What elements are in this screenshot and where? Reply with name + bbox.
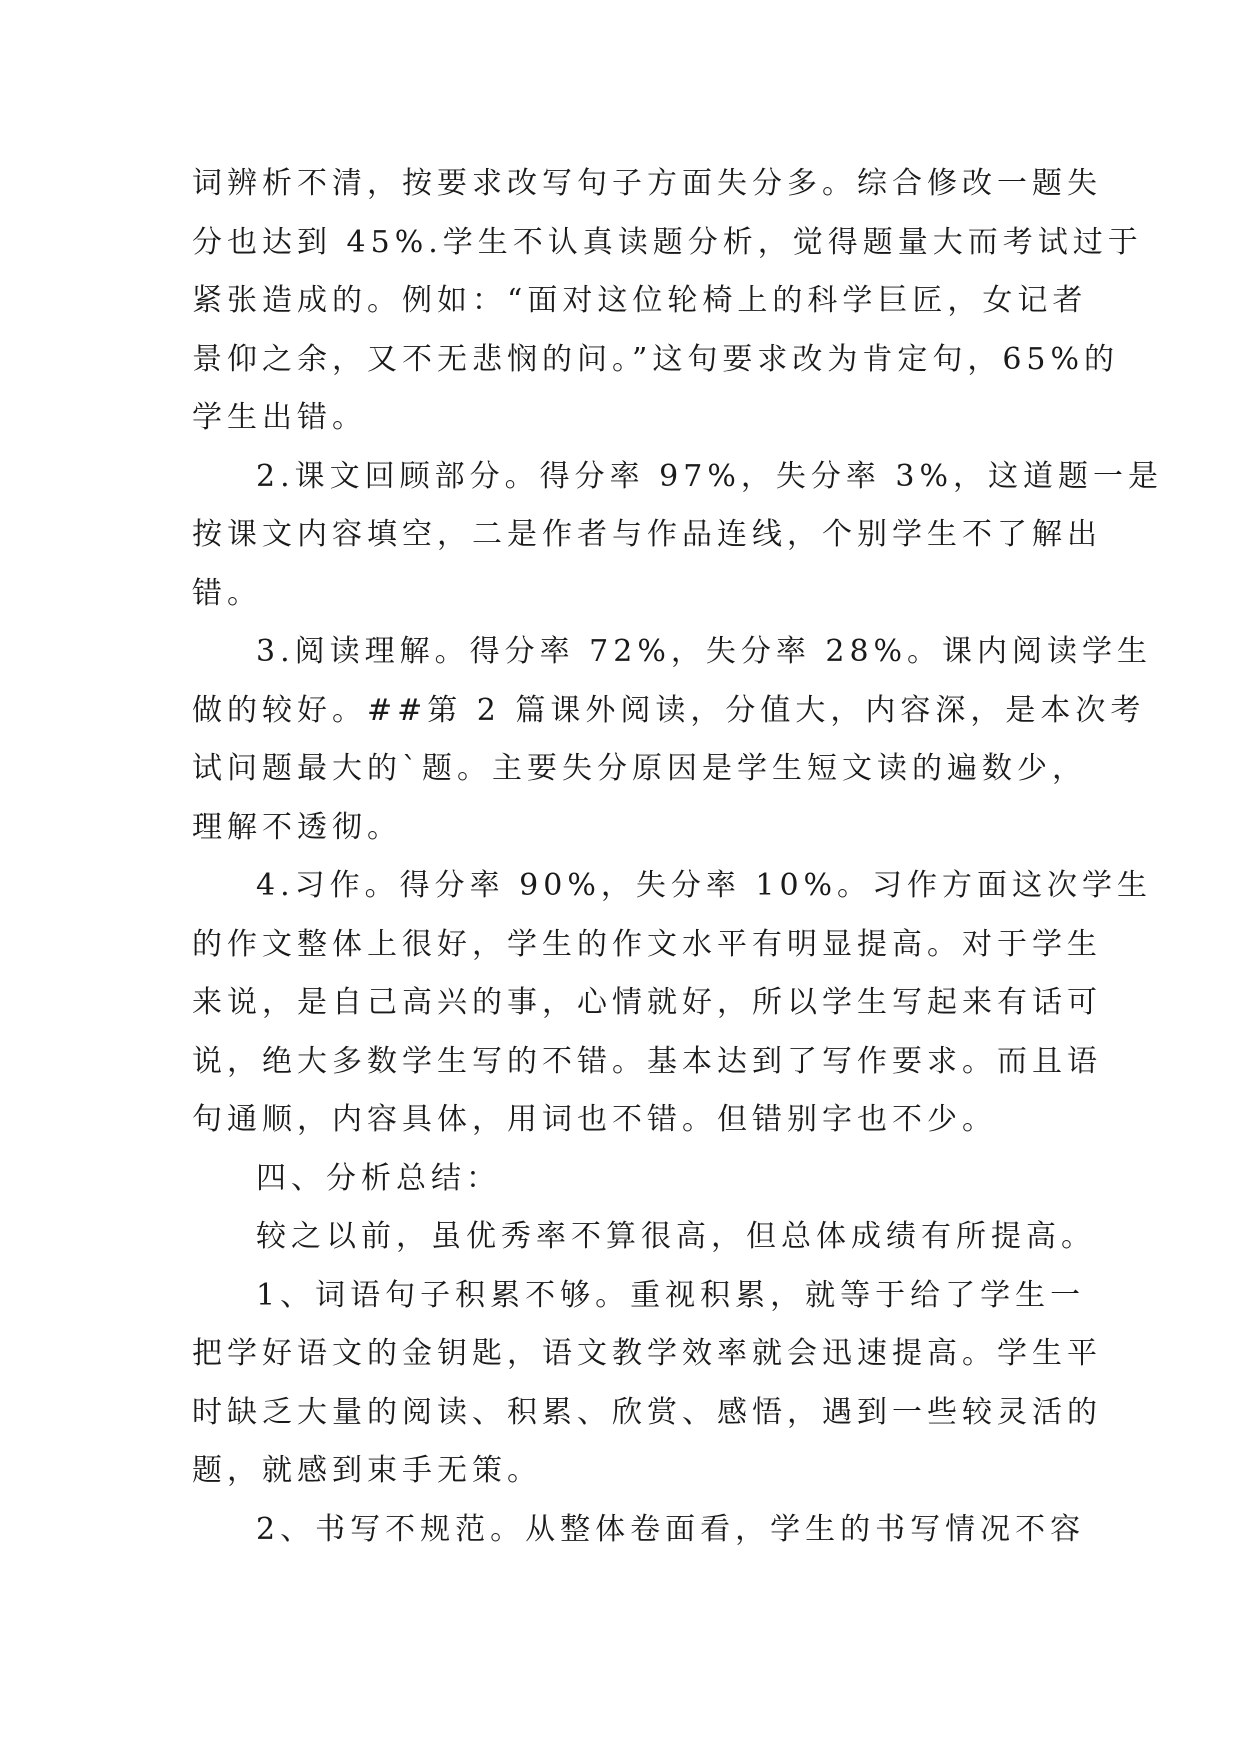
text-line: 错。 (192, 575, 262, 611)
text-line: 紧张造成的。例如：“面对这位轮椅上的科学巨匠，女记者 (192, 283, 1088, 318)
text-line: 学生出错。 (192, 400, 367, 435)
text-line: 来说，是自己高兴的事，心情就好，所以学生写起来有话可 (192, 985, 1102, 1020)
text-line: 时缺乏大量的阅读、积累、欣赏、感悟，遇到一些较灵活的 (192, 1394, 1102, 1430)
text-line: 分也达到 45%.学生不认真读题分析，觉得题量大而考试过于 (192, 224, 1143, 260)
text-line: 的作文整体上很好，学生的作文水平有明显提高。对于学生 (192, 926, 1102, 962)
text-line: 词辨析不清，按要求改写句子方面失分多。综合修改一题失 (192, 166, 1102, 201)
section-heading: 四、分析总结： (256, 1160, 501, 1196)
text-line: 景仰之余，又不无悲悯的问。”这句要求改为肯定句，65%的 (192, 341, 1120, 377)
text-line: 较之以前，虽优秀率不算很高，但总体成绩有所提高。 (256, 1219, 1096, 1254)
text-line: 1、词语句子积累不够。重视积累，就等于给了学生一 (256, 1277, 1086, 1313)
text-line: 题，就感到束手无策。 (192, 1453, 542, 1488)
text-line: 理解不透彻。 (192, 809, 402, 845)
text-line: 把学好语文的金钥匙，语文教学效率就会迅速提高。学生平 (192, 1336, 1102, 1371)
text-line: 4.习作。得分率 90%，失分率 10%。习作方面这次学生 (256, 868, 1153, 903)
text-line: 2.课文回顾部分。得分率 97%，失分率 3%，这道题一是 (256, 458, 1163, 494)
text-line: 句通顺，内容具体，用词也不错。但错别字也不少。 (192, 1102, 997, 1137)
text-line: 说，绝大多数学生写的不错。基本达到了写作要求。而且语 (192, 1043, 1102, 1079)
text-line: 试问题最大的`题。主要失分原因是学生短文读的遍数少， (192, 751, 1087, 786)
document-body (192, 155, 1163, 1559)
text-line: 做的较好。##第 2 篇课外阅读，分值大，内容深，是本次考 (192, 692, 1146, 728)
text-line: 按课文内容填空，二是作者与作品连线，个别学生不了解出 (192, 517, 1102, 552)
text-line: 3.阅读理解。得分率 72%，失分率 28%。课内阅读学生 (256, 634, 1153, 669)
text-line: 2、书写不规范。从整体卷面看，学生的书写情况不容 (256, 1511, 1086, 1547)
